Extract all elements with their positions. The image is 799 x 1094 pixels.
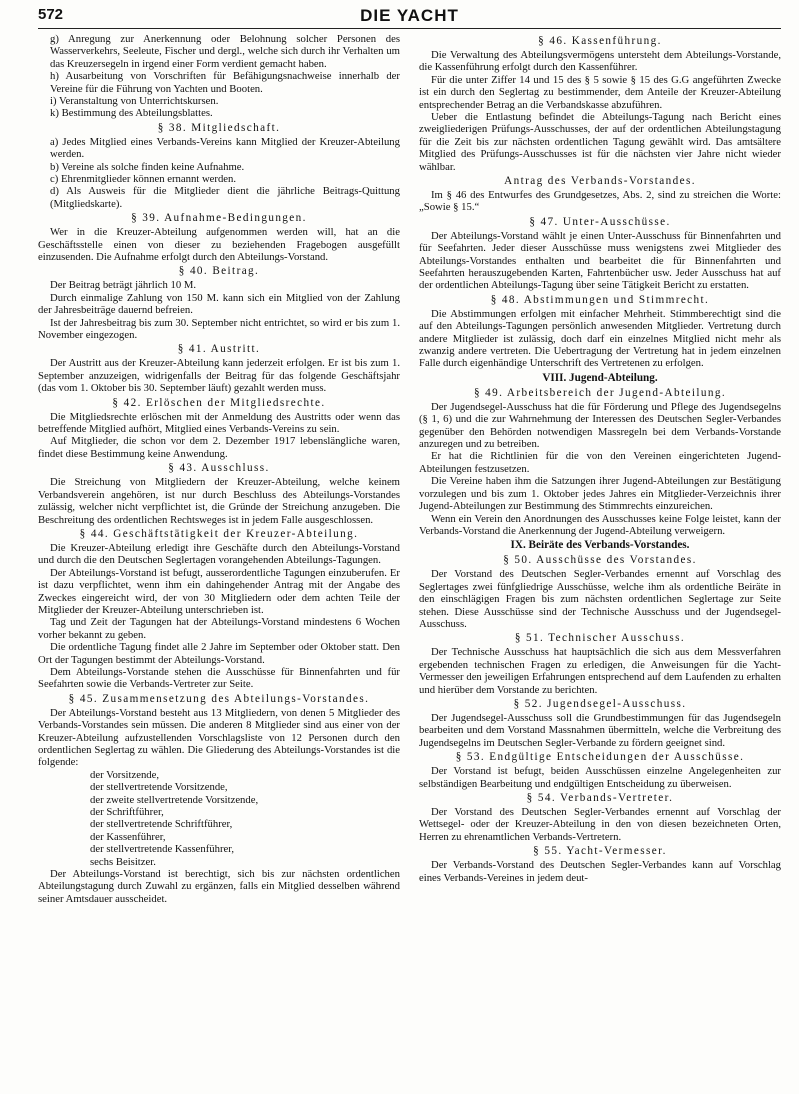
officer-list-item: der zweite stellvertretende Vorsitzende, xyxy=(90,793,259,806)
paragraph: Der Abteilungs-Vorstand ist befugt, ausserordentliche Tagungen einzuberufen. Er ist dazu verpflichtet, wenn ihm ein dahingehender Antrag mit der Angabe des Zweckes eingereicht wird, der von 30 Mitgliedern oder dem achten Teile der Mitglieder der Kreuzer-Abteilung unterschrieben ist. xyxy=(38,566,400,616)
officer-list-item: sechs Beisitzer. xyxy=(90,855,156,868)
section-heading: § 47. Unter-Ausschüsse. xyxy=(529,215,671,228)
section-heading: § 40. Beitrag. xyxy=(178,265,260,278)
section-heading: § 44. Geschäftstätigkeit der Kreuzer-Abteilung. xyxy=(79,527,359,540)
paragraph: Die Verwaltung des Abteilungsvermögens untersteht dem Abteilungs-Vorstande, die Kassenführung erfolgt durch den Kassenführer. xyxy=(419,48,781,74)
officer-list-item: der Schriftführer, xyxy=(90,806,164,818)
paragraph: h) Ausarbeitung von Vorschriften für Befähigungsnachweise innerhalb der Vereine für die Führung von Yachten und Booten. xyxy=(50,70,400,95)
columns xyxy=(38,33,781,905)
journal-title: DIE YACHT xyxy=(360,6,459,25)
section-heading: § 55. Yacht-Vermesser. xyxy=(533,845,667,858)
section-heading: § 38. Mitgliedschaft. xyxy=(157,121,281,134)
paragraph: Der Abteilungs-Vorstand besteht aus 13 Mitgliedern, von denen 5 Mitglieder des Verbands-Vorstandes sein müssen. Die anderen 8 Mitglieder sind aus einer von der Kreuzer-Abteilung aufzustellenden Vorschlagsliste von 12 Personen durch den ordentlichen Seglertag zu wählen. Die Gliederung des Abteilungs-Vorstandes ist die folgende: xyxy=(38,706,400,769)
page-number: 572 xyxy=(38,6,64,23)
paragraph: i) Veranstaltung von Unterrichtskursen. xyxy=(50,95,219,108)
left-column xyxy=(38,33,400,905)
paragraph: Durch einmalige Zahlung von 150 M. kann sich ein Mitglied von der Zahlung der Jahresbeiträge dauernd befreien. xyxy=(38,291,400,317)
section-heading: § 53. Endgültige Entscheidungen der Ausschüsse. xyxy=(455,751,745,764)
paragraph: Die Kreuzer-Abteilung erledigt ihre Geschäfte durch den Abteilungs-Vorstand und durch die den Deutschen Seglertagen vorangehenden Abteilungs-Tagungen. xyxy=(38,541,400,567)
paragraph: Der Austritt aus der Kreuzer-Abteilung kann jederzeit erfolgen. Er ist bis zum 1. September anzuzeigen, widrigenfalls der Beitrag für das folgende Geschäftsjahr (das vom 1. Oktober bis 30. September läuft) gezahlt werden muss. xyxy=(38,357,400,395)
section-heading: § 42. Erlöschen der Mitgliedsrechte. xyxy=(112,396,326,409)
section-heading: § 43. Ausschluss. xyxy=(168,462,270,475)
paragraph: k) Bestimmung des Abteilungsblattes. xyxy=(50,107,213,120)
section-heading: § 41. Austritt. xyxy=(177,343,261,356)
paragraph: Die Mitgliedsrechte erlöschen mit der Anmeldung des Austritts oder wenn das betreffende Mitglied aufhört, Mitglied eines Verbands-Vereins zu sein. xyxy=(38,410,400,436)
paragraph: Die Abstimmungen erfolgen mit einfacher Mehrheit. Stimmberechtigt sind die auf den Abteilungs-Tagungen persönlich anwesenden Mitglieder. Vertretung durch andere Mitglieder ist zulässig, doch darf ein einzelnes Mitglied nicht mehr als zwanzig andere vertreten. Die Uebertragung der Vertretung hat in jedem einzelnen Falle durch eigenhändige Unterschrift des Vertretenen zu erfolgen. xyxy=(419,307,781,370)
section-heading: § 52. Jugendsegel-Ausschuss. xyxy=(513,697,687,710)
paragraph: Im § 46 des Entwurfes des Grundgesetzes, Abs. 2, sind zu streichen die Worte: „Sowie § 15.“ xyxy=(419,189,781,214)
officer-list-item: der stellvertretende Kassenführer, xyxy=(90,843,235,856)
right-column xyxy=(419,33,781,905)
section-heading: § 39. Aufnahme-Bedingungen. xyxy=(131,212,307,225)
officer-list xyxy=(38,769,400,868)
paragraph: Der Vorstand des Deutschen Segler-Verbandes ernennt auf Vorschlag der Wettsegel- oder der Kreuzer-Abteilung in den von diesen bezeichneten Orten, Herren zu ehrenamtlichen Verbands-Vertretern. xyxy=(419,805,781,843)
paragraph: Der Vorstand des Deutschen Segler-Verbandes ernennt auf Vorschlag des Seglertages zwei fünfgliedrige Ausschüsse, welche ihm als ordentliche Beiräte in den einschlägigen Fragen bis zum nächsten ordentlichen Seglertage zur Seite stehen. Diese Ausschüsse sind der Technische Ausschuss und der Jugendsegel-Ausschuss. xyxy=(419,568,781,630)
section-heading: § 50. Ausschüsse des Vorstandes. xyxy=(503,554,697,567)
page-header xyxy=(38,6,781,29)
paragraph: Ist der Jahresbeitrag bis zum 30. September nicht entrichtet, so wird er bis zum 1. November eingezogen. xyxy=(38,316,400,342)
section-heading: § 51. Technischer Ausschuss. xyxy=(514,632,686,645)
paragraph: Tag und Zeit der Tagungen hat der Abteilungs-Vorstand mindestens 6 Wochen vorher bekannt zu geben. xyxy=(38,616,400,641)
paragraph: Der Abteilungs-Vorstand wählt je einen Unter-Ausschuss für Binnenfahrten und für Seefahrten. Jeder dieser Ausschüsse muss wenigstens zwei Mitglieder des Abteilungs-Vorstandes enthalten und bearbeitet die für Binnenfahrten und Seefahrten herauszugebenden Karten, Fahrtenbücher usw. Jeder Ausschuss hat auf der ordentlichen Abteilungs-Tagung über seine Tätigkeit Bericht zu erstatten. xyxy=(419,229,781,292)
officer-list-item: der Kassenführer, xyxy=(90,830,166,843)
paragraph: b) Vereine als solche finden keine Aufnahme. xyxy=(50,160,245,173)
paragraph: Der Abteilungs-Vorstand ist berechtigt, sich bis zur nächsten ordentlichen Abteilungstagung durch Zuwahl zu ergänzen, falls ein Mitglied desselben während seiner Amtsdauer ausscheidet. xyxy=(38,868,400,905)
officer-list-item: der Vorsitzende, xyxy=(90,768,160,781)
section-heading: § 45. Zusammensetzung des Abteilungs-Vorstandes. xyxy=(68,692,370,705)
paragraph: Auf Mitglieder, die schon vor dem 2. Dezember 1917 lebenslängliche waren, findet diese Bestimmung keine Anwendung. xyxy=(38,435,400,460)
paragraph: g) Anregung zur Anerkennung oder Belohnung solcher Personen des Wasserverkehrs, Seeleute, Fischer und dergl., welche sich durch ihr Verhalten um das Kreuzersegeln in irgend einer Form verdient gemacht haben. xyxy=(50,33,400,70)
paragraph: Der Technische Ausschuss hat hauptsächlich die sich aus dem Messverfahren ergebenden technischen Fragen zu erledigen, die Anweisungen für die Yacht-Vermesser den jeweiligen Erfahrungen entsprechend auf dem Laufenden zu erhalten und hierüber dem Vorstande zu berichten. xyxy=(419,646,781,696)
section-heading: § 48. Abstimmungen und Stimmrecht. xyxy=(490,293,710,306)
section-heading: § 46. Kassenführung. xyxy=(538,35,662,47)
paragraph: a) Jedes Mitglied eines Verbands-Vereins kann Mitglied der Kreuzer-Abteilung werden. xyxy=(50,135,400,161)
paragraph: Die Streichung von Mitgliedern der Kreuzer-Abteilung, welche keinem Verbandsverein angehören, ist nur durch Beschluss des Abteilungs-Vorstandes zulässig, welcher nicht verpflichtet ist, die Gründe der Streichung anzugeben. Die Beschreitung des ordentlichen Rechtsweges ist in jedem Falle ausgeschlossen. xyxy=(38,476,400,526)
paragraph: Der Verbands-Vorstand des Deutschen Segler-Verbandes kann auf Vorschlag eines Verbands-Vereines in jedem deut- xyxy=(419,859,781,884)
paragraph: c) Ehrenmitglieder können ernannt werden. xyxy=(50,173,237,186)
section-heading: § 49. Arbeitsbereich der Jugend-Abteilung. xyxy=(473,386,727,399)
section-heading: § 54. Verbands-Vertreter. xyxy=(526,791,674,804)
paragraph: Der Beitrag beträgt jährlich 10 M. xyxy=(50,279,197,292)
paragraph: Wenn ein Verein den Anordnungen des Ausschusses keine Folge leistet, kann der Verbands-Vorstand die Anerkennung der Jugend-Abteilung verweigern. xyxy=(419,512,781,537)
section-heading: VIII. Jugend-Abteilung. xyxy=(542,371,658,384)
paragraph: Der Jugendsegel-Ausschuss hat die für Förderung und Pflege des Jugendsegelns (§ 1, 6) und die zur Wahrnehmung der Interessen des Deutschen Segler-Verbandes gegenüber den Behörden notwendigen Massregeln bei dem Verbands-Vorstande anzuregen und zu betreiben. xyxy=(419,400,781,451)
officer-list-item: der stellvertretende Vorsitzende, xyxy=(90,781,228,794)
paragraph: Die ordentliche Tagung findet alle 2 Jahre im September oder Oktober statt. Den Ort der Tagungen bestimmt der Abteilungs-Vorstand. xyxy=(38,641,400,666)
paragraph: Dem Abteilungs-Vorstande stehen die Ausschüsse für Binnenfahrten und für Seefahrten sowie die Verbands-Vertreter zur Seite. xyxy=(38,665,400,691)
section-heading: Antrag des Verbands-Vorstandes. xyxy=(504,175,696,188)
section-heading: IX. Beiräte des Verbands-Vorstandes. xyxy=(510,539,690,552)
paragraph: d) Als Ausweis für die Mitglieder dient die jährliche Beitrags-Quittung (Mitgliedskarte). xyxy=(50,185,400,210)
officer-list-item: der stellvertretende Schriftführer, xyxy=(90,818,233,831)
paragraph: Ueber die Entlastung befindet die Abteilungs-Tagung nach Bericht eines zweigliederigen Prüfungs-Ausschusses, der auf der ordentlichen Abteilungstagung für die Zeit bis zur nächsten ordentlichen Tagung gewählt wird. Das amtsältere Mitglied des Prüfungs-Ausschusses ist für die nächsten vier Jahre nicht wieder wählbar. xyxy=(419,111,781,173)
paragraph: Die Vereine haben ihm die Satzungen ihrer Jugend-Abteilungen zur Bestätigung vorzulegen und bis zum 1. Oktober jedes Jahres ein Mitglieder-Verzeichnis ihrer Jugend-Abteilungen zur Bestimmung des Stimmrechts einzureichen. xyxy=(419,475,781,513)
paragraph: Der Vorstand ist befugt, beiden Ausschüssen einzelne Angelegenheiten zur selbständigen Bearbeitung und endgültigen Entscheidung zu überweisen. xyxy=(419,765,781,790)
paragraph: Wer in die Kreuzer-Abteilung aufgenommen werden will, hat an die Geschäftsstelle einen von dieser zu beziehenden Fragebogen ausgefüllt einzusenden. Die Aufnahme erfolgt durch den Abteilungs-Vorstand. xyxy=(38,226,400,264)
paragraph: Der Jugendsegel-Ausschuss soll die Grundbestimmungen für das Jugendsegeln bearbeiten und dem Vorstand Massnahmen übermitteln, welche die Verbreitung des Jugendsegelns im Deutschen Segler-Verbande zu fördern geeignet sind. xyxy=(419,711,781,749)
paragraph: Er hat die Richtlinien für die von den Vereinen eingerichteten Jugend-Abteilungen festzusetzen. xyxy=(419,450,781,475)
paragraph: Für die unter Ziffer 14 und 15 des § 5 sowie § 15 des G.G angeführten Zwecke ist ein durch den Seglertag zu bestimmender, dem Anteile der Kreuzer-Abteilung entsprechender Betrag an die Verbandskasse abzuführen. xyxy=(419,73,781,111)
